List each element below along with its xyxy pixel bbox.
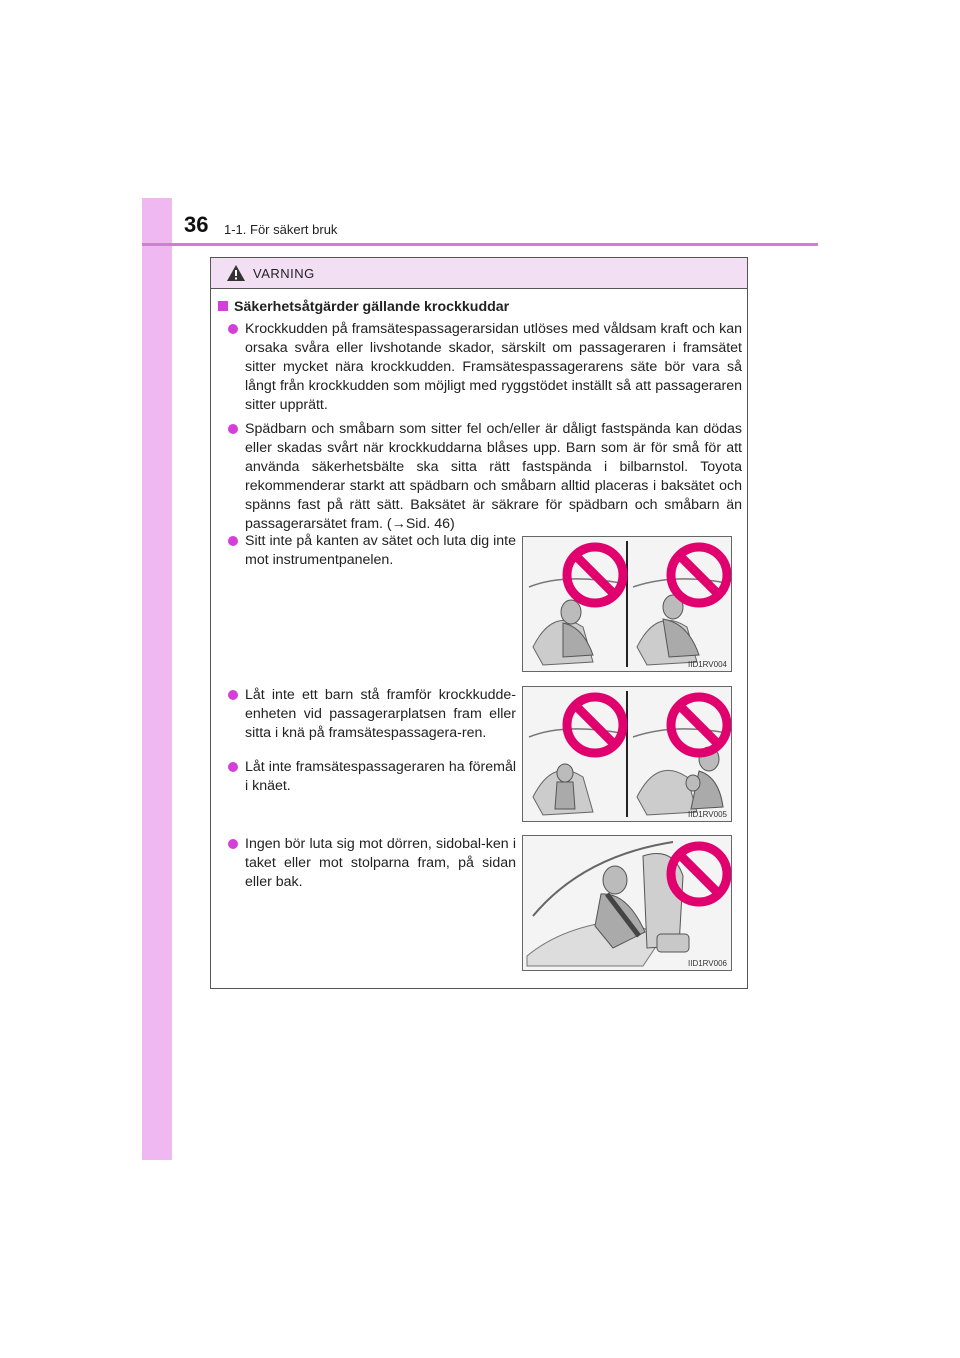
bullet-dot-icon [228, 839, 238, 849]
bullet-item [228, 320, 742, 415]
bullet-item [228, 758, 516, 796]
illustration-leaning-forward [522, 536, 732, 672]
bullet-item [228, 420, 742, 534]
child-in-front-drawing [523, 687, 731, 821]
bullet-item [228, 686, 516, 743]
warning-heading-block [212, 298, 509, 317]
bullet-text: Låt inte framsätespassageraren ha föremål i knäet. [245, 759, 516, 794]
section-title: 1-1. För säkert bruk [224, 222, 338, 237]
illustration-child-in-front [522, 686, 732, 822]
figure-id: IID1RV005 [688, 810, 727, 819]
chapter-side-strip [142, 198, 172, 1160]
bullet-dot-icon [228, 690, 238, 700]
prohibition-icon [671, 697, 727, 753]
figure-id: IID1RV006 [688, 959, 727, 968]
bullet-text: Sitt inte på kanten av sätet och luta dig inte mot instrumentpanelen. [245, 533, 516, 568]
illustration-leaning-on-door [522, 835, 732, 971]
bullet-text: Krockkudden på framsätespassagerarsidan utlöses med våldsam kraft och kan orsaka svåra eller livshotande skador, särskilt om passageraren i framsätet sitter mycket nära krockkudden. Framsätespassagerarens säte bör vara så långt från krockkudden som möjligt med ryggstödet inställt så att passageraren sitter upprätt. [245, 321, 742, 413]
warning-label: VARNING [253, 265, 315, 281]
bullet-dot-icon [228, 762, 238, 772]
figure-id: IID1RV004 [688, 660, 727, 669]
prohibition-icon [567, 697, 623, 753]
prohibition-icon [671, 547, 727, 603]
leaning-on-door-drawing [523, 836, 731, 970]
bullet-dot-icon [228, 536, 238, 546]
bullet-text: Ingen bör luta sig mot dörren, sidobal-ken i taket eller mot stolparna fram, på sidan eller bak. [245, 836, 516, 890]
bullet-item [228, 532, 516, 570]
prohibition-icon [567, 547, 623, 603]
bullet-text: Låt inte ett barn stå framför krockkudde-enheten vid passagerarplatsen fram eller sitta i knä på framsätespassagera-ren. [245, 687, 516, 741]
bullet-dot-icon [228, 324, 238, 334]
bullet-text: Spädbarn och småbarn som sitter fel och/eller är dåligt fastspända kan dödas eller skadas svårt när krockkuddarna blåses upp. Barn som är för små för att använda säkerhetsbälte ska sitta rätt fastspända i bilbarnstol. Toyota rekommenderar starkt att spädbarn och småbarn alltid placeras i baksätet och spänns fast på rätt sätt. Baksätet är säkrare för spädbarn och småbarn än passagerarsätet fram. (→Sid. 46) [245, 421, 742, 532]
leaning-forward-drawing [523, 537, 731, 671]
header-rule [142, 243, 818, 246]
heading-square-icon [218, 301, 228, 311]
bullet-dot-icon [228, 424, 238, 434]
bullet-item [228, 835, 516, 892]
warning-heading: Säkerhetsåtgärder gällande krockkuddar [234, 299, 510, 315]
warning-header [211, 258, 747, 289]
warning-triangle-icon [227, 265, 245, 281]
page-number: 36 [184, 212, 209, 237]
